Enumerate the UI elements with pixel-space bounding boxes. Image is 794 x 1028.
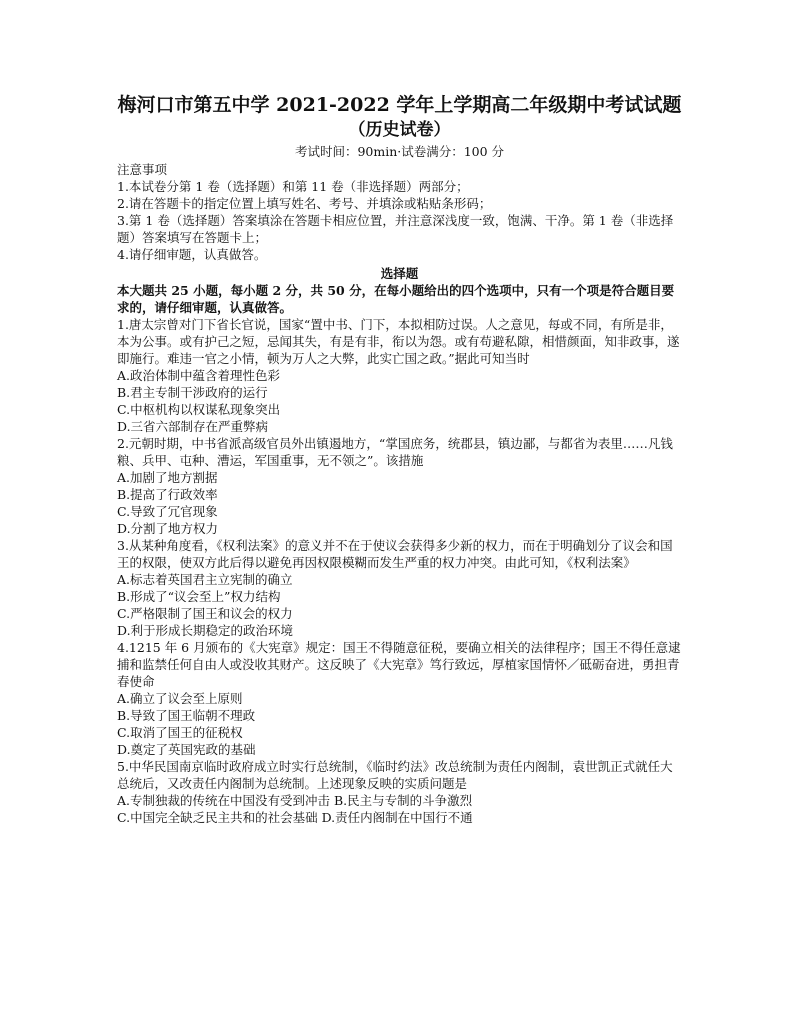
exam-info: 考试时间：90min·试卷满分：100 分: [294, 144, 505, 159]
section-intro: 本大题共 25 小题，每小题 2 分，共 50 分，在每小题给出的四个选项中，只有一个项是符合题目要求的，请仔细审题，认真做答。: [117, 283, 675, 315]
question-option: A.专制独裁的传统在中国没有受到冲击 B.民主与专制的斗争激烈: [117, 793, 473, 808]
notes-item: 2.请在答题卡的指定位置上填写姓名、考号、并填涂或粘贴条形码；: [117, 196, 492, 211]
question-option: A.确立了议会至上原则: [117, 691, 243, 706]
question-option: B.导致了国王临朝不理政: [117, 708, 256, 723]
question-option: B.提高了行政效率: [117, 487, 218, 502]
question-option: A.加剧了地方割据: [117, 470, 218, 485]
notes-item: 3.第 1 卷（选择题）答案填涂在答题卡相应位置，并注意深浅度一致，饱满、干净。第 1 卷（非选择题）答案填写在答题卡上；: [117, 213, 674, 245]
question-option: C.严格限制了国王和议会的权力: [117, 606, 293, 621]
question-option: B.君主专制干涉政府的运行: [117, 385, 268, 400]
question-option: D.分割了地方权力: [117, 521, 219, 536]
notes-block: [117, 161, 682, 263]
notes-item: 4.请仔细审题，认真做答。: [117, 247, 267, 262]
question-option: C.中国完全缺乏民主共和的社会基础 D.责任内阁制在中国行不通: [117, 810, 473, 825]
question-4: [117, 639, 682, 758]
question-option: C.取消了国王的征税权: [117, 725, 243, 740]
question-stem: 4.1215 年 6 月颁布的《大宪章》规定：国王不得随意征税，要确立相关的法律程序；国王不得任意逮捕和监禁任何自由人或没收其财产。这反映了《大宪章》笃行致远，厚植家国情怀／砥砺奋进，勇担青春使命: [117, 640, 681, 689]
question-stem: 3.从某种角度看，《权利法案》的意义并不在于使议会获得多少新的权力，而在于明确划分了议会和国王的权限，使双方此后得以避免再因权限模糊而发生严重的权力冲突。由此可知，《权利法案》: [117, 538, 673, 570]
question-stem: 2.元朝时期，中书省派高级官员外出镇遏地方，“掌国庶务，统郡县，镇边鄙，与都省为表里……凡钱粮、兵甲、屯种、漕运，军国重事，无不领之”。该措施: [117, 436, 673, 468]
exam-subtitle: （历史试卷）: [348, 120, 451, 140]
question-option: A.政治体制中蕴含着理性色彩: [117, 368, 281, 383]
question-option: D.利于形成长期稳定的政治环境: [117, 623, 294, 638]
question-option: A.标志着英国君主立宪制的确立: [117, 572, 293, 587]
question-1: [117, 316, 682, 435]
question-option: B.形成了“议会至上”权力结构: [117, 589, 281, 604]
question-option: C.中枢机构以权谋私现象突出: [117, 402, 281, 417]
question-2: [117, 435, 682, 537]
exam-page: [117, 92, 682, 826]
question-option: C.导致了冗官现象: [117, 504, 218, 519]
question-stem: 1.唐太宗曾对门下省长官说，国家“置中书、门下，本拟相防过误。人之意见，每或不同，有所是非，本为公事。或有护己之短，忌闻其失，有是有非，衔以为怨。或有苟避私隙，相惜颜面，知非政事，遂即施行。难违一官之小情，顿为万人之大弊，此实亡国之政。”据此可知当时: [117, 317, 680, 366]
question-3: [117, 537, 682, 639]
exam-title: 梅河口市第五中学 2021-2022 学年上学期高二年级期中考试试题: [117, 94, 682, 116]
notes-heading: 注意事项: [117, 162, 168, 177]
section-title: 选择题: [380, 266, 419, 281]
question-option: D.奠定了英国宪政的基础: [117, 742, 256, 757]
question-5: [117, 758, 682, 826]
notes-item: 1.本试卷分第 1 卷（选择题）和第 11 卷（非选择题）两部分；: [117, 179, 469, 194]
question-option: D.三省六部制存在严重弊病: [117, 419, 269, 434]
question-stem: 5.中华民国南京临时政府成立时实行总统制，《临时约法》改总统制为责任内阁制，袁世凯正式就任大总统后，又改责任内阁制为总统制。上述现象反映的实质问题是: [117, 759, 673, 791]
